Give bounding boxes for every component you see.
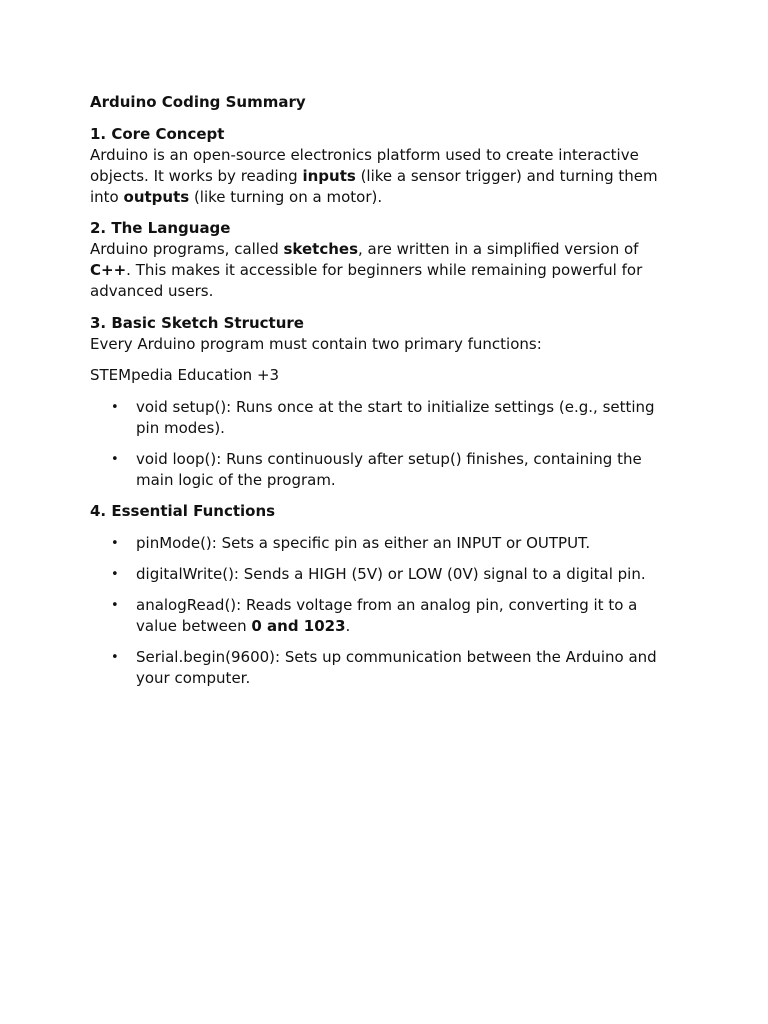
- list-item-text: Serial.begin(9600): Sets up communication between the Arduino and your computer.: [136, 648, 657, 687]
- list-item: [90, 397, 674, 439]
- language-paragraph: [90, 239, 674, 302]
- section-heading-core-concept: 1. Core Concept: [90, 125, 225, 143]
- list-item: [90, 595, 674, 637]
- bullet-icon: •: [111, 452, 119, 467]
- bullet-icon: •: [111, 598, 119, 613]
- text-segment: . This makes it accessible for beginners while remaining powerful for advanced users.: [90, 261, 643, 300]
- document-page: [90, 92, 674, 699]
- list-item: [90, 564, 674, 585]
- essential-functions-list: [90, 533, 674, 689]
- list-item: [90, 533, 674, 554]
- text-segment: (like a sensor trigger) and turning them into: [90, 167, 658, 206]
- text-segment: , are written in a simplified version of: [358, 240, 639, 258]
- bullet-icon: •: [111, 567, 119, 582]
- bullet-icon: •: [111, 536, 119, 551]
- core-concept-paragraph: [90, 145, 674, 208]
- list-item-text: pinMode(): Sets a specific pin as either an INPUT or OUTPUT.: [136, 534, 591, 552]
- section-heading-sketch-structure: 3. Basic Sketch Structure: [90, 314, 304, 332]
- document-title: Arduino Coding Summary: [90, 93, 306, 111]
- text-segment: Arduino programs, called: [90, 240, 284, 258]
- list-item-text: [136, 596, 637, 635]
- bold-term-outputs: outputs: [123, 188, 190, 206]
- bold-term-sketches: sketches: [283, 240, 359, 258]
- list-item-text: digitalWrite(): Sends a HIGH (5V) or LOW (0V) signal to a digital pin.: [136, 565, 646, 583]
- bold-term-range: 0 and 1023: [251, 617, 346, 635]
- bold-term-cpp: C++: [90, 261, 127, 279]
- bullet-icon: •: [111, 650, 119, 665]
- bullet-icon: •: [111, 400, 119, 415]
- sketch-structure-list: [90, 397, 674, 491]
- list-item: [90, 449, 674, 491]
- list-item-text: void setup(): Runs once at the start to initialize settings (e.g., setting pin modes).: [136, 398, 655, 437]
- list-item: [90, 647, 674, 689]
- text-segment: .: [345, 617, 351, 635]
- section-heading-essential-functions: 4. Essential Functions: [90, 502, 276, 520]
- text-segment: Arduino is an open-source electronics platform used to create interactive objects. It works by reading: [90, 146, 639, 185]
- source-note: STEMpedia Education +3: [90, 366, 280, 384]
- section-heading-language: 2. The Language: [90, 219, 231, 237]
- text-segment: (like turning on a motor).: [189, 188, 383, 206]
- sketch-structure-intro: Every Arduino program must contain two primary functions:: [90, 335, 542, 353]
- text-segment: analogRead(): Reads voltage from an analog pin, converting it to a value between: [136, 596, 638, 635]
- list-item-text: void loop(): Runs continuously after setup() finishes, containing the main logic of the program.: [136, 450, 642, 489]
- bold-term-inputs: inputs: [302, 167, 356, 185]
